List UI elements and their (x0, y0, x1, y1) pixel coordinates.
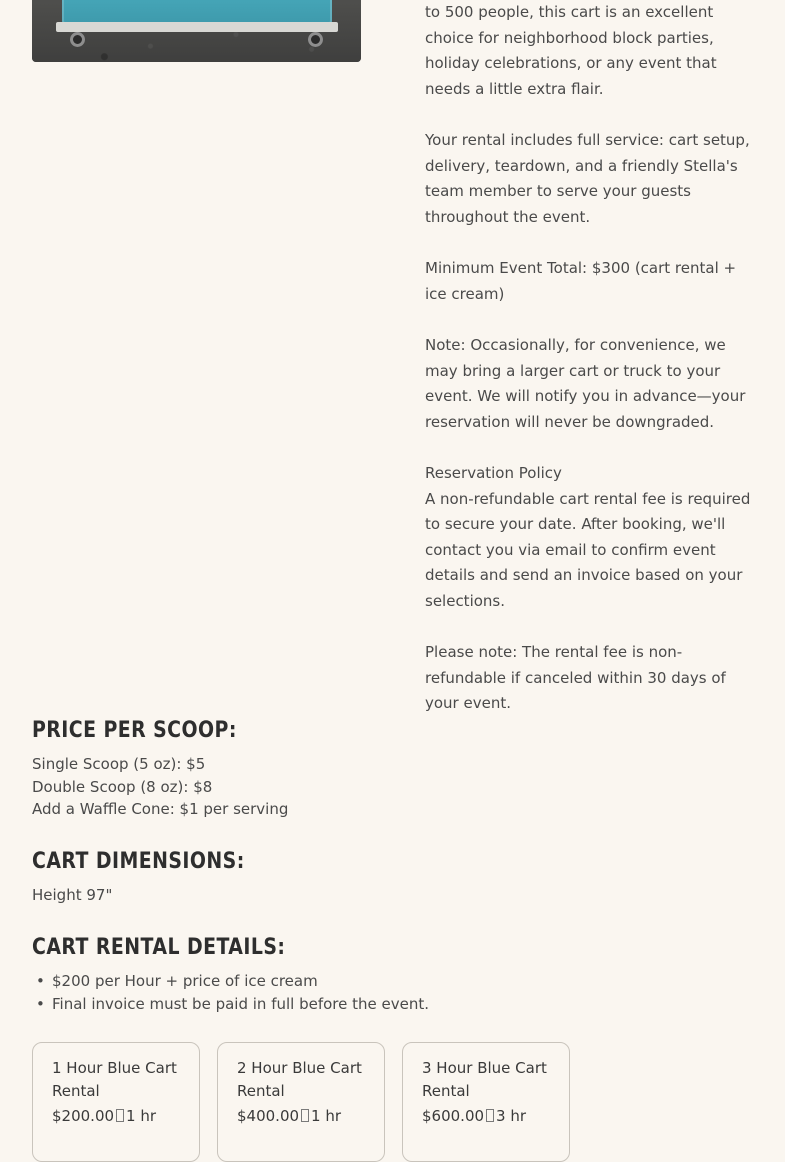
minimum-event-total-text: Minimum Event Total: $300 (cart rental + ice cream) (425, 259, 737, 303)
scoop-line-waffle-cone: Add a Waffle Cone: $1 per serving (32, 800, 289, 818)
product-card-2-hour[interactable] (217, 1042, 385, 1162)
price-per-scoop-section (32, 718, 752, 821)
price-separator-icon (486, 1109, 494, 1122)
ice-cream-cart-image (32, 0, 361, 62)
product-card-1-hour[interactable] (32, 1042, 200, 1162)
reservation-policy-body: A non-refundable cart rental fee is required to secure your date. After booking, we'll contact you via email to confirm event details and send an invoice based on your selections. (425, 489, 751, 610)
cart-wheel-left-icon (70, 32, 85, 47)
list-item: • Final invoice must be paid in full before the event. (32, 993, 752, 1016)
scoop-line-double: Double Scoop (8 oz): $8 (32, 777, 213, 796)
product-card-list (32, 1042, 762, 1162)
product-price-row (422, 1105, 552, 1128)
product-image-column (32, 0, 361, 62)
product-title: 1 Hour Blue Cart Rental (52, 1059, 177, 1100)
cart-base-graphic (56, 22, 338, 32)
scoop-line-single: Single Scoop (5 oz): $5 (32, 755, 206, 773)
reservation-policy-heading: Reservation Policy (425, 464, 562, 482)
cart-rental-details-heading: CART RENTAL DETAILS: (32, 935, 286, 960)
product-price-row (52, 1105, 182, 1128)
cart-dimensions-section (32, 849, 752, 907)
cart-dimensions-heading: CART DIMENSIONS: (32, 849, 245, 874)
description-paragraph-2: Your rental includes full service: cart setup, delivery, teardown, and a friendly Stella's team member to serve your guests throughout the event. (425, 131, 750, 226)
product-title: 2 Hour Blue Cart Rental (237, 1059, 362, 1100)
cart-body-graphic (62, 0, 332, 24)
product-price: $200.00 (52, 1107, 115, 1125)
cart-wheel-right-icon (308, 32, 323, 47)
product-price: $400.00 (237, 1107, 300, 1125)
cart-rental-details-list (32, 970, 752, 1016)
product-description-column (425, 0, 755, 743)
description-paragraph-1: to 500 people, this cart is an excellent choice for neighborhood block parties, holiday celebrations, or any event that needs a little extra flair. (425, 3, 717, 98)
product-price: $600.00 (422, 1107, 485, 1125)
cart-rental-details-section (32, 935, 752, 1016)
cart-substitution-note: Note: Occasionally, for convenience, we may bring a larger cart or truck to your event. We will notify you in advance—your reservation will never be downgraded. (425, 336, 746, 431)
cancellation-note: Please note: The rental fee is non-refundable if canceled within 30 days of your event. (425, 643, 726, 712)
price-separator-icon (116, 1109, 124, 1122)
product-duration: 1 hr (311, 1107, 342, 1125)
product-price-row (237, 1105, 367, 1128)
price-separator-icon (301, 1109, 309, 1122)
list-item: • $200 per Hour + price of ice cream (32, 970, 752, 993)
product-title: 3 Hour Blue Cart Rental (422, 1059, 547, 1100)
product-card-3-hour[interactable] (402, 1042, 570, 1162)
product-duration: 1 hr (126, 1107, 157, 1125)
product-duration: 3 hr (496, 1107, 527, 1125)
cart-dimension-height: Height 97" (32, 886, 113, 904)
price-per-scoop-heading: PRICE PER SCOOP: (32, 718, 237, 743)
